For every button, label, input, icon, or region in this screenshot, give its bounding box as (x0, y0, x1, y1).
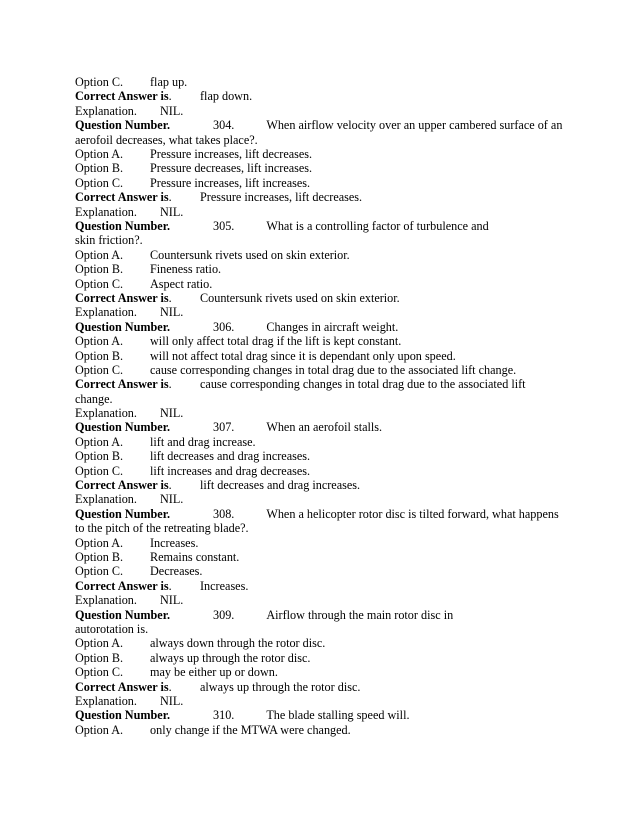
correct-answer-label: Correct Answer is (75, 89, 169, 104)
correct-answer-suffix: . (168, 377, 172, 392)
option-c-line (75, 564, 565, 578)
explanation-text: NIL. (160, 693, 184, 708)
question-text: When an aerofoil stalls. (266, 420, 383, 435)
document-page (75, 75, 565, 737)
question-line (75, 420, 565, 434)
option-c-label: Option C. (75, 175, 124, 190)
explanation-label: Explanation. (75, 305, 137, 320)
option-c-label: Option C. (75, 665, 124, 680)
option-a-label: Option A. (75, 247, 124, 262)
explanation-text: NIL. (160, 492, 184, 507)
question-line (75, 219, 505, 248)
option-b-text: will not affect total drag since it is dependant only upon speed. (150, 348, 456, 363)
correct-answer-line (75, 579, 565, 593)
correct-answer-text: Countersunk rivets used on skin exterior. (200, 290, 400, 305)
explanation-text: NIL. (160, 305, 184, 320)
option-b-text: lift decreases and drag increases. (150, 449, 311, 464)
option-b-label: Option B. (75, 650, 124, 665)
explanation-text: NIL. (160, 103, 184, 118)
question-number-label: Question Number. (75, 319, 171, 334)
option-a-line (75, 147, 565, 161)
question-text: Airflow through the main rotor disc in autorotation is. (75, 607, 454, 637)
option-b-label: Option B. (75, 550, 124, 565)
option-a-label: Option A. (75, 535, 124, 550)
correct-answer-text: Increases. (200, 578, 249, 593)
question-text: What is a controlling factor of turbulence and skin friction?. (75, 218, 489, 248)
question-number-label: Question Number. (75, 607, 171, 622)
explanation-line (75, 492, 565, 506)
correct-answer-label: Correct Answer is (75, 290, 169, 305)
correct-answer-text: cause corresponding changes in total drag due to the associated lift change. (75, 377, 526, 406)
option-b-text: always up through the rotor disc. (150, 650, 311, 665)
correct-answer-line (75, 680, 565, 694)
explanation-label: Explanation. (75, 204, 137, 219)
correct-answer-suffix: . (168, 679, 172, 694)
question-number: 309. (213, 607, 235, 622)
question-number: 308. (213, 506, 235, 521)
option-a-label: Option A. (75, 334, 124, 349)
option-a-label: Option A. (75, 636, 124, 651)
option-b-label: Option B. (75, 262, 124, 277)
explanation-label: Explanation. (75, 492, 137, 507)
option-b-text: Pressure decreases, lift increases. (150, 161, 313, 176)
option-c-line (75, 665, 565, 679)
option-c-label: Option C. (75, 564, 124, 579)
question-text: When airflow velocity over an upper cambered surface of an aerofoil decreases, what takes place?. (75, 118, 563, 147)
question-line (75, 507, 565, 536)
explanation-text: NIL. (160, 204, 184, 219)
correct-answer-text: lift decreases and drag increases. (200, 478, 361, 493)
option-a-line (75, 435, 565, 449)
explanation-text: NIL. (160, 593, 184, 608)
question-number: 306. (213, 319, 235, 334)
option-a-label: Option A. (75, 722, 124, 737)
option-c-line (75, 75, 565, 89)
option-a-text: only change if the MTWA were changed. (150, 722, 351, 737)
option-b-line (75, 349, 565, 363)
correct-answer-text: always up through the rotor disc. (200, 679, 361, 694)
option-a-text: Increases. (150, 535, 199, 550)
explanation-line (75, 694, 565, 708)
option-c-text: Decreases. (150, 564, 203, 579)
option-c-line (75, 277, 565, 291)
option-a-label: Option A. (75, 434, 124, 449)
question-text: Changes in aircraft weight. (266, 319, 399, 334)
correct-answer-suffix: . (168, 578, 172, 593)
correct-answer-text: Pressure increases, lift decreases. (200, 190, 363, 205)
option-a-line (75, 536, 565, 550)
question-line (75, 320, 565, 334)
option-c-text: cause corresponding changes in total drag due to the associated lift change. (150, 362, 517, 377)
option-a-text: will only affect total drag if the lift is kept constant. (150, 334, 402, 349)
option-c-label: Option C. (75, 463, 124, 478)
correct-answer-line (75, 377, 565, 406)
option-c-label: Option C. (75, 362, 124, 377)
option-b-line (75, 161, 565, 175)
correct-answer-line (75, 478, 565, 492)
option-c-label: Option C. (75, 276, 124, 291)
option-a-line (75, 248, 565, 262)
explanation-label: Explanation. (75, 693, 137, 708)
correct-answer-label: Correct Answer is (75, 377, 169, 392)
option-a-line (75, 723, 565, 737)
explanation-line (75, 104, 565, 118)
correct-answer-line (75, 190, 565, 204)
correct-answer-suffix: . (168, 190, 172, 205)
explanation-line (75, 205, 565, 219)
correct-answer-label: Correct Answer is (75, 190, 169, 205)
option-a-label: Option A. (75, 146, 124, 161)
option-b-line (75, 262, 565, 276)
option-b-line (75, 550, 565, 564)
question-line (75, 118, 565, 147)
question-number-label: Question Number. (75, 506, 171, 521)
correct-answer-label: Correct Answer is (75, 679, 169, 694)
explanation-line (75, 406, 565, 420)
question-number: 310. (213, 708, 235, 723)
explanation-label: Explanation. (75, 406, 137, 421)
question-number: 307. (213, 420, 235, 435)
explanation-line (75, 593, 565, 607)
option-c-line (75, 176, 565, 190)
option-a-line (75, 636, 565, 650)
option-a-text: Pressure increases, lift decreases. (150, 146, 313, 161)
correct-answer-suffix: . (168, 478, 172, 493)
option-a-line (75, 334, 565, 348)
option-c-label: Option C. (75, 75, 124, 89)
question-text: When a helicopter rotor disc is tilted forward, what happens to the pitch of the retreating blade?. (75, 506, 559, 536)
option-c-text: Pressure increases, lift increases. (150, 175, 311, 190)
correct-answer-suffix: . (168, 89, 172, 104)
correct-answer-suffix: . (168, 290, 172, 305)
question-number-label: Question Number. (75, 218, 171, 233)
question-number-label: Question Number. (75, 420, 171, 435)
option-b-text: Remains constant. (150, 550, 240, 565)
option-b-label: Option B. (75, 348, 124, 363)
option-c-line (75, 464, 565, 478)
explanation-line (75, 305, 565, 319)
option-c-text: flap up. (150, 75, 188, 89)
option-b-label: Option B. (75, 161, 124, 176)
explanation-text: NIL. (160, 406, 184, 421)
question-number-label: Question Number. (75, 708, 171, 723)
explanation-label: Explanation. (75, 103, 137, 118)
option-b-text: Fineness ratio. (150, 262, 222, 277)
option-b-line (75, 651, 565, 665)
question-text: The blade stalling speed will. (266, 708, 410, 723)
option-a-text: Countersunk rivets used on skin exterior. (150, 247, 350, 262)
question-number-label: Question Number. (75, 118, 171, 133)
question-line (75, 708, 565, 722)
option-c-text: may be either up or down. (150, 665, 278, 680)
option-c-text: Aspect ratio. (150, 276, 213, 291)
correct-answer-label: Correct Answer is (75, 478, 169, 493)
correct-answer-line (75, 291, 565, 305)
explanation-label: Explanation. (75, 593, 137, 608)
option-a-text: always down through the rotor disc. (150, 636, 326, 651)
correct-answer-text: flap down. (200, 89, 253, 104)
option-c-text: lift increases and drag decreases. (150, 463, 311, 478)
question-number: 305. (213, 218, 235, 233)
correct-answer-line (75, 89, 565, 103)
option-a-text: lift and drag increase. (150, 434, 256, 449)
correct-answer-label: Correct Answer is (75, 578, 169, 593)
option-b-line (75, 449, 565, 463)
question-line (75, 608, 515, 637)
question-number: 304. (213, 118, 235, 133)
option-c-line (75, 363, 565, 377)
option-b-label: Option B. (75, 449, 124, 464)
